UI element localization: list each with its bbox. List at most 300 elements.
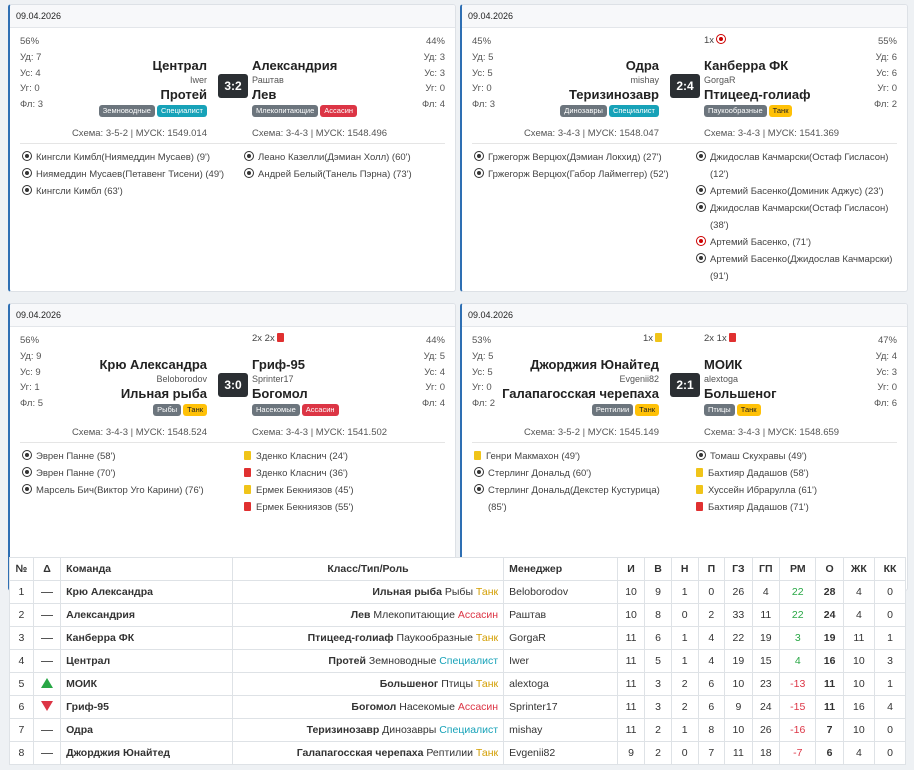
goal-icon (244, 168, 254, 178)
away-stat: Ус: 6 (876, 67, 897, 79)
away-stat: Фл: 6 (873, 398, 897, 410)
away-manager[interactable]: GorgaR (704, 75, 736, 85)
away-stat: Уг: 0 (877, 83, 897, 95)
away-events (696, 149, 892, 285)
type-badge: Рептилии (592, 404, 633, 416)
home-stat: Ус: 5 (472, 67, 493, 79)
event-text: Бахтияр Дадашов (58') (708, 468, 809, 479)
dash-icon (41, 615, 53, 616)
points-value: 24 (823, 609, 836, 621)
yellow-card-icon (474, 451, 481, 460)
goal-icon (474, 484, 484, 494)
stat-cell: 10 (617, 581, 644, 604)
type-badge: Птицы (704, 404, 735, 416)
yellow-cards-cell: 10 (843, 650, 874, 673)
home-team-name[interactable]: Централ (152, 58, 207, 73)
match-date: 09.04.2026 (10, 304, 455, 327)
delta-cell (33, 581, 60, 604)
manager-cell[interactable]: Iwer (504, 650, 618, 673)
class-cell (232, 673, 503, 696)
away-team-name[interactable]: Канберра ФК (704, 58, 789, 73)
match-event (244, 149, 412, 166)
away-count-text: 2x 1x (704, 333, 727, 344)
points-cell (816, 719, 843, 742)
dash-icon (41, 638, 53, 639)
away-badges (704, 404, 776, 416)
match-event (22, 183, 224, 200)
stat-cell: 11 (617, 673, 644, 696)
manager-cell[interactable]: alextoga (504, 673, 618, 696)
type-name: Рыбы (444, 586, 473, 598)
home-stat: Ус: 4 (20, 67, 41, 79)
home-manager[interactable]: Evgenii82 (619, 374, 659, 384)
stat-cell: 0 (671, 742, 698, 765)
type-name: Паукообразные (396, 632, 473, 644)
rank-cell: 4 (10, 650, 34, 673)
event-text: Зденко Класнич (36') (256, 468, 348, 479)
home-manager[interactable]: mishay (630, 75, 659, 85)
match-event (244, 499, 354, 516)
goal-icon (22, 484, 32, 494)
stat-cell: 26 (752, 719, 780, 742)
event-minute (474, 499, 660, 516)
divider (472, 143, 897, 144)
goal-icon (22, 185, 32, 195)
table-row[interactable] (10, 604, 906, 627)
away-stat: Ус: 3 (424, 67, 445, 79)
rank-cell: 3 (10, 627, 34, 650)
delta-cell (33, 650, 60, 673)
delta-cell (33, 673, 60, 696)
away-pet-class: Лев (252, 87, 277, 102)
match-date: 09.04.2026 (10, 5, 455, 28)
home-stats (20, 333, 43, 412)
goal-diff-cell: -13 (780, 673, 816, 696)
goal-icon (696, 185, 706, 195)
team-cell[interactable] (61, 673, 233, 696)
points-cell (816, 627, 843, 650)
goal-icon (474, 168, 484, 178)
stat-cell: 1 (671, 581, 698, 604)
away-stat: Ус: 3 (876, 366, 897, 378)
away-pet-class: Богомол (252, 386, 308, 401)
table-row[interactable] (10, 650, 906, 673)
stat-cell: 10 (617, 604, 644, 627)
type-badge: Млекопитающие (252, 105, 318, 117)
class-cell (232, 719, 503, 742)
match-score[interactable]: 3:0 (218, 373, 248, 397)
away-stat: Уг: 0 (425, 83, 445, 95)
home-stats (20, 34, 43, 113)
team-cell[interactable] (61, 604, 233, 627)
red-cards-cell: 0 (875, 581, 906, 604)
goal-icon (696, 253, 706, 263)
role-name: Танк (475, 586, 499, 598)
away-stat: Уд: 3 (423, 51, 445, 63)
class-name: Большеног (379, 678, 439, 690)
class-cell (232, 581, 503, 604)
away-schema: Схема: 3-4-3 | МУСК: 1548.496 (252, 128, 388, 139)
goal-diff-cell: 3 (780, 627, 816, 650)
match-event (244, 482, 354, 499)
column-header[interactable]: ЖК (843, 558, 874, 581)
type-badge: Танк (635, 404, 659, 416)
type-badge: Специалист (609, 105, 659, 117)
table-row[interactable] (10, 673, 906, 696)
goal-diff-cell: 4 (780, 650, 816, 673)
match-card (460, 303, 908, 591)
stat-cell: 11 (617, 650, 644, 673)
delta-cell (33, 719, 60, 742)
match-event (696, 448, 817, 465)
away-possession: 44% (425, 36, 445, 47)
type-badge: Специалист (157, 105, 207, 117)
away-team-name[interactable]: Александрия (252, 58, 338, 73)
team-name[interactable]: Александрия (66, 609, 136, 621)
home-badges (558, 105, 659, 117)
away-pet-class: Птицеед-голиаф (704, 87, 811, 102)
column-header[interactable]: № (10, 558, 34, 581)
away-stats (422, 333, 445, 412)
team-name[interactable]: МОИК (66, 678, 97, 690)
divider (472, 442, 897, 443)
points-value: 11 (824, 701, 836, 713)
stat-cell: 3 (645, 673, 672, 696)
column-header[interactable]: О (816, 558, 843, 581)
home-team-name[interactable]: Одра (625, 58, 659, 73)
standings-table (9, 557, 906, 765)
rank-cell: 5 (10, 673, 34, 696)
stat-cell: 22 (725, 627, 752, 650)
stat-cell: 10 (725, 719, 752, 742)
match-event (474, 448, 660, 465)
event-text: Джидослав Качмарски(Остаф Гисласон) (710, 203, 889, 214)
home-stat: Уд: 5 (472, 350, 494, 362)
match-score[interactable]: 3:2 (218, 74, 248, 98)
away-stat: Уд: 5 (423, 350, 445, 362)
home-team-name[interactable]: Джорджия Юнайтед (530, 357, 659, 372)
match-event (696, 200, 892, 217)
home-pet-class: Теризинозавр (569, 87, 659, 102)
stat-cell: 33 (725, 604, 752, 627)
stat-cell: 6 (698, 696, 725, 719)
match-event (22, 465, 204, 482)
manager-cell[interactable]: Раштав (504, 604, 618, 627)
event-text: Томаш Скухравы (49') (710, 451, 807, 462)
match-event (22, 166, 224, 183)
event-text: Кингсли Кимбл(Ниямеддин Мусаев) (9') (36, 152, 211, 163)
manager-cell[interactable]: mishay (504, 719, 618, 742)
stat-cell: 4 (752, 581, 780, 604)
event-text: Зденко Класнич (24') (256, 451, 348, 462)
dash-icon (41, 592, 53, 593)
goal-icon (696, 151, 706, 161)
yellow-cards-cell: 4 (843, 604, 874, 627)
home-stat: Уг: 0 (472, 83, 492, 95)
arrow-up-icon (41, 678, 53, 688)
stat-cell: 11 (617, 627, 644, 650)
class-name: Ильная рыба (372, 586, 442, 598)
red-card-icon (244, 468, 251, 477)
team-cell[interactable] (61, 627, 233, 650)
event-text: Эврен Панне (58') (36, 451, 116, 462)
stat-cell: 10 (725, 673, 752, 696)
home-stat: Уд: 5 (472, 51, 494, 63)
away-team-name[interactable]: Гриф-95 (252, 357, 305, 372)
column-header[interactable]: Команда (61, 558, 233, 581)
role-name: Ассасин (457, 609, 499, 621)
points-value: 11 (824, 678, 836, 690)
away-stat: Уг: 0 (877, 382, 897, 394)
red-card-icon (244, 502, 251, 511)
event-text: Стерлинг Дональд (60') (488, 468, 592, 479)
table-row[interactable] (10, 627, 906, 650)
column-header[interactable]: И (617, 558, 644, 581)
home-pet-class: Ильная рыба (120, 386, 207, 401)
yellow-card-icon (696, 468, 703, 477)
divider (20, 143, 445, 144)
event-text: Генри Макмахон (49') (486, 451, 581, 462)
event-text: Ниямеддин Мусаев(Петавенг Тисени) (49') (36, 169, 225, 180)
yellow-card-icon (696, 485, 703, 494)
away-team-name[interactable]: МОИК (704, 357, 743, 372)
event-text: Артемий Басенко, (71') (710, 237, 812, 248)
away-stat: Уг: 0 (425, 382, 445, 394)
home-manager[interactable]: Iwer (189, 75, 207, 85)
stat-cell: 23 (752, 673, 780, 696)
away-possession: 55% (877, 36, 897, 47)
home-stat: Уд: 7 (20, 51, 42, 63)
column-header[interactable]: Класс/Тип/Роль (232, 558, 503, 581)
match-event (22, 149, 224, 166)
red-cards-cell: 4 (875, 696, 906, 719)
away-stat: Фл: 4 (421, 99, 445, 111)
red-cards-cell: 3 (875, 650, 906, 673)
away-count-text: 2x 2x (252, 333, 275, 344)
type-badge: Насекомые (252, 404, 300, 416)
team-cell[interactable] (61, 581, 233, 604)
team-name[interactable]: Канберра ФК (66, 632, 135, 644)
stat-cell: 2 (645, 742, 672, 765)
type-badge: Ассасин (320, 105, 357, 117)
home-pet-class: Галапагосская черепаха (502, 386, 659, 401)
away-card-counts (704, 34, 730, 46)
team-name[interactable]: Гриф-95 (66, 701, 109, 713)
rank-cell: 1 (10, 581, 34, 604)
match-body (10, 28, 455, 142)
manager-cell[interactable]: Beloborodov (504, 581, 618, 604)
type-badge: Земноводные (99, 105, 155, 117)
home-stat: Фл: 5 (20, 398, 44, 410)
class-name: Лев (350, 609, 371, 621)
away-manager[interactable]: Раштав (252, 75, 284, 85)
stat-cell: 4 (698, 650, 725, 673)
red-card-icon (729, 333, 736, 342)
match-event (696, 149, 892, 166)
match-score[interactable]: 2:1 (670, 373, 700, 397)
column-header[interactable]: РМ (780, 558, 816, 581)
match-event (696, 251, 892, 268)
stat-cell: 4 (698, 627, 725, 650)
column-header[interactable]: Н (671, 558, 698, 581)
table-row[interactable] (10, 696, 906, 719)
role-name: Специалист (439, 724, 499, 736)
stat-cell: 3 (645, 696, 672, 719)
team-name[interactable]: Крю Александра (66, 586, 153, 598)
points-cell (816, 742, 843, 765)
delta-cell (33, 627, 60, 650)
column-header[interactable]: КК (875, 558, 906, 581)
team-cell[interactable] (61, 650, 233, 673)
home-team-block (99, 357, 207, 416)
home-possession: 56% (20, 36, 40, 47)
role-name: Танк (475, 747, 499, 759)
match-score[interactable]: 2:4 (670, 74, 700, 98)
type-name: Земноводные (368, 655, 437, 667)
away-team-block (704, 58, 810, 117)
yellow-card-icon (244, 485, 251, 494)
red-cards-cell: 0 (875, 604, 906, 627)
goal-icon (22, 467, 32, 477)
team-name[interactable]: Джорджия Юнайтед (66, 747, 171, 759)
home-team-name[interactable]: Крю Александра (99, 357, 207, 372)
home-card-counts (643, 333, 667, 344)
away-pet-class: Большеног (704, 386, 777, 401)
stat-cell: 1 (671, 627, 698, 650)
type-name: Насекомые (399, 701, 455, 713)
stat-cell: 8 (645, 604, 672, 627)
home-stat: Уд: 9 (20, 350, 42, 362)
team-name[interactable]: Централ (66, 655, 111, 667)
stat-cell: 9 (617, 742, 644, 765)
goal-icon (22, 168, 32, 178)
type-badge: Ассасин (302, 404, 339, 416)
points-value: 6 (826, 747, 833, 759)
points-value: 28 (823, 586, 836, 598)
match-card (8, 303, 456, 591)
match-date: 09.04.2026 (462, 304, 907, 327)
class-cell (232, 650, 503, 673)
red-card-icon (277, 333, 284, 342)
rank-cell: 7 (10, 719, 34, 742)
manager-cell[interactable]: Evgenii82 (504, 742, 618, 765)
home-count-text: 1x (642, 333, 653, 344)
away-stats (874, 34, 897, 113)
points-value: 7 (826, 724, 833, 736)
type-badge: Рыбы (153, 404, 181, 416)
team-cell[interactable] (61, 742, 233, 765)
table-row[interactable] (10, 742, 906, 765)
yellow-card-icon (244, 451, 251, 460)
event-text: Кингсли Кимбл (63') (36, 186, 123, 197)
away-schema: Схема: 3-4-3 | МУСК: 1541.502 (252, 427, 388, 438)
home-manager[interactable]: Beloborodov (156, 374, 207, 384)
points-cell (816, 604, 843, 627)
type-badge: Танк (769, 105, 793, 117)
home-stat: Ус: 5 (472, 366, 493, 378)
type-badge: Паукообразные (704, 105, 767, 117)
goal-icon (696, 450, 706, 460)
stat-cell: 11 (725, 742, 752, 765)
manager-cell[interactable]: Sprinter17 (504, 696, 618, 719)
role-name: Танк (475, 632, 499, 644)
team-cell[interactable] (61, 696, 233, 719)
away-manager[interactable]: alextoga (704, 374, 739, 384)
type-name: Млекопитающие (373, 609, 455, 621)
rank-cell: 2 (10, 604, 34, 627)
rank-cell: 8 (10, 742, 34, 765)
points-cell (816, 581, 843, 604)
away-events (244, 149, 412, 183)
away-team-block (252, 58, 357, 117)
home-stats (472, 333, 495, 412)
dash-icon (41, 730, 53, 731)
points-value: 16 (823, 655, 836, 667)
match-event (696, 499, 817, 516)
home-badges (502, 404, 659, 416)
match-event (696, 234, 892, 251)
table-row[interactable] (10, 581, 906, 604)
home-events (22, 448, 204, 499)
goal-diff-cell: 22 (780, 581, 816, 604)
match-event (474, 482, 660, 499)
stat-cell: 26 (725, 581, 752, 604)
type-badge: Танк (737, 404, 761, 416)
column-header[interactable]: В (645, 558, 672, 581)
dash-icon (41, 753, 53, 754)
event-text: Ермек Бекниязов (45') (256, 485, 354, 496)
divider (20, 442, 445, 443)
yellow-cards-cell: 10 (843, 719, 874, 742)
away-stat: Уд: 4 (875, 350, 897, 362)
table-row[interactable] (10, 719, 906, 742)
match-event (244, 448, 354, 465)
class-cell (232, 742, 503, 765)
manager-cell[interactable]: GorgaR (504, 627, 618, 650)
stat-cell: 19 (725, 650, 752, 673)
stat-cell: 7 (698, 742, 725, 765)
column-header[interactable]: П (698, 558, 725, 581)
type-name: Птицы (441, 678, 473, 690)
away-events (696, 448, 817, 516)
home-events (22, 149, 224, 200)
team-name[interactable]: Одра (66, 724, 93, 736)
points-cell (816, 650, 843, 673)
match-event (244, 166, 412, 183)
stat-cell: 15 (752, 650, 780, 673)
column-header[interactable]: ГП (752, 558, 780, 581)
delta-cell (33, 604, 60, 627)
team-cell[interactable] (61, 719, 233, 742)
column-header[interactable]: Менеджер (504, 558, 618, 581)
stat-cell: 9 (645, 581, 672, 604)
match-body (462, 327, 907, 441)
column-header[interactable]: ГЗ (725, 558, 752, 581)
goal-diff-cell: 22 (780, 604, 816, 627)
home-stat: Уг: 1 (20, 382, 40, 394)
type-badge: Танк (183, 404, 207, 416)
delta-cell (33, 742, 60, 765)
away-manager[interactable]: Sprinter17 (252, 374, 294, 384)
class-name: Теризинозавр (306, 724, 380, 736)
match-event (696, 183, 892, 200)
column-header[interactable]: Δ (33, 558, 60, 581)
away-stat: Ус: 4 (424, 366, 445, 378)
stat-cell: 1 (671, 719, 698, 742)
rank-cell: 6 (10, 696, 34, 719)
event-text: (85') (488, 502, 507, 513)
away-stats (422, 34, 445, 113)
